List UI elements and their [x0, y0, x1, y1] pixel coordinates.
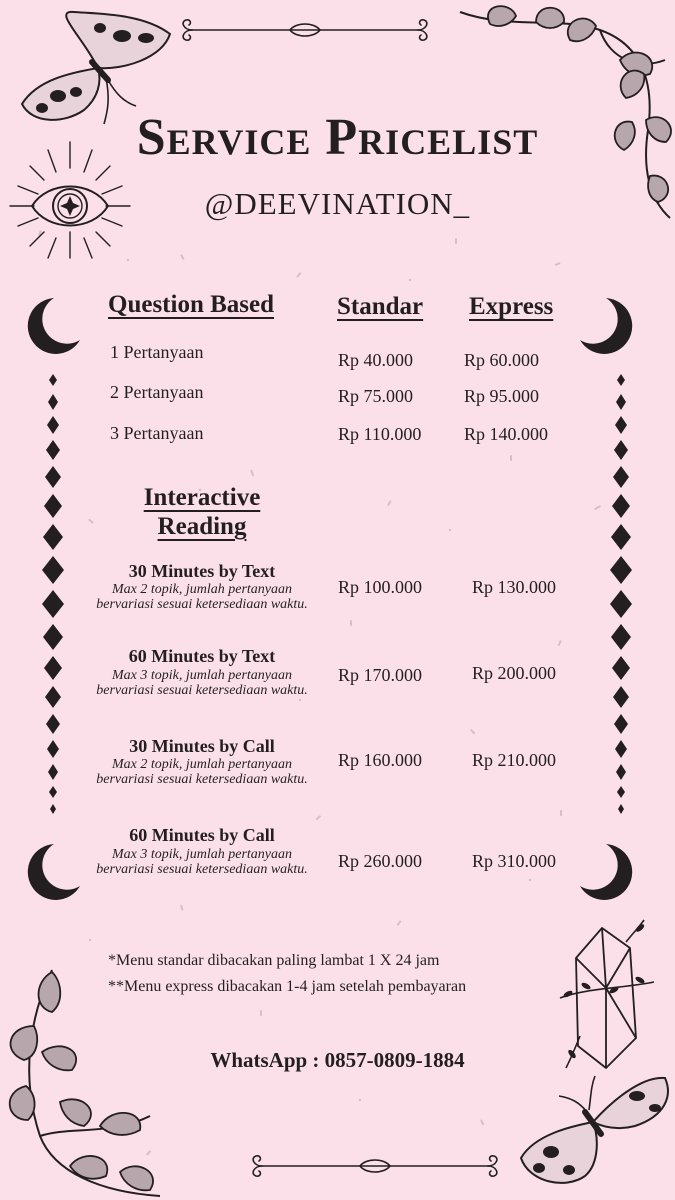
- service-4-express: Rp 310.000: [472, 851, 557, 871]
- diamond-chain-icon: [38, 372, 68, 832]
- whatsapp-contact: WhatsApp : 0857-0809-1884: [210, 1048, 465, 1072]
- service-2-express: Rp 200.000: [472, 663, 557, 683]
- scroll-flourish-icon: [240, 1154, 510, 1178]
- crescent-moon-icon: [578, 296, 636, 356]
- interactive-reading-title: [102, 483, 302, 541]
- service-4-name: 60 Minutes by Call: [129, 825, 275, 845]
- service-3-express: Rp 210.000: [472, 750, 557, 770]
- note-express: **Menu express dibacakan 1-4 jam setelah pembayaran: [108, 978, 467, 995]
- service-2-name: 60 Minutes by Text: [128, 646, 276, 666]
- crescent-moon-icon: [24, 296, 82, 356]
- service-4-desc: Max 3 topik, jumlah pertanyaan bervariasi sesuai ketersediaan waktu.: [96, 847, 308, 877]
- question-row-2-express: Rp 95.000: [464, 386, 540, 406]
- service-4-standard: Rp 260.000: [338, 851, 423, 871]
- instagram-handle: @DEEVINATION_: [204, 186, 471, 221]
- question-row-3-label: 3 Pertanyaan: [110, 423, 204, 443]
- page-title: Service Pricelist: [136, 109, 539, 166]
- interactive-title-line1: Interactive: [143, 484, 261, 511]
- question-row-3-express: Rp 140.000: [464, 424, 549, 444]
- crescent-moon-icon: [24, 842, 82, 902]
- standard-header: Standar: [337, 293, 424, 320]
- question-row-1-express: Rp 60.000: [464, 350, 540, 370]
- question-row-1-standard: Rp 40.000: [338, 350, 414, 370]
- service-1-name: 30 Minutes by Text: [128, 561, 276, 581]
- service-2-standard: Rp 170.000: [338, 665, 423, 685]
- express-header: Express: [469, 293, 554, 320]
- interactive-title-line2: Reading: [157, 513, 247, 540]
- question-row-1-label: 1 Pertanyaan: [110, 342, 204, 362]
- service-1-desc: Max 2 topik, jumlah pertanyaan bervariasi sesuai ketersediaan waktu.: [96, 582, 308, 612]
- question-row-2-standard: Rp 75.000: [338, 386, 414, 406]
- leaf-vine-icon: [0, 966, 175, 1200]
- note-standard: *Menu standar dibacakan paling lambat 1 X 24 jam: [108, 952, 440, 969]
- service-3-standard: Rp 160.000: [338, 750, 423, 770]
- question-row-2-label: 2 Pertanyaan: [110, 382, 204, 402]
- service-1-express: Rp 130.000: [472, 577, 557, 597]
- diamond-chain-icon: [606, 372, 636, 832]
- scroll-flourish-icon: [170, 18, 440, 42]
- question-row-3-standard: Rp 110.000: [338, 424, 422, 444]
- service-3-desc: Max 2 topik, jumlah pertanyaan bervariasi sesuai ketersediaan waktu.: [96, 757, 308, 787]
- butterfly-icon: [515, 1072, 675, 1194]
- question-based-header: Question Based: [108, 291, 275, 318]
- service-2-desc: Max 3 topik, jumlah pertanyaan bervariasi sesuai ketersediaan waktu.: [96, 668, 308, 698]
- service-3-name: 30 Minutes by Call: [129, 736, 275, 756]
- crescent-moon-icon: [578, 842, 636, 902]
- service-1-standard: Rp 100.000: [338, 577, 423, 597]
